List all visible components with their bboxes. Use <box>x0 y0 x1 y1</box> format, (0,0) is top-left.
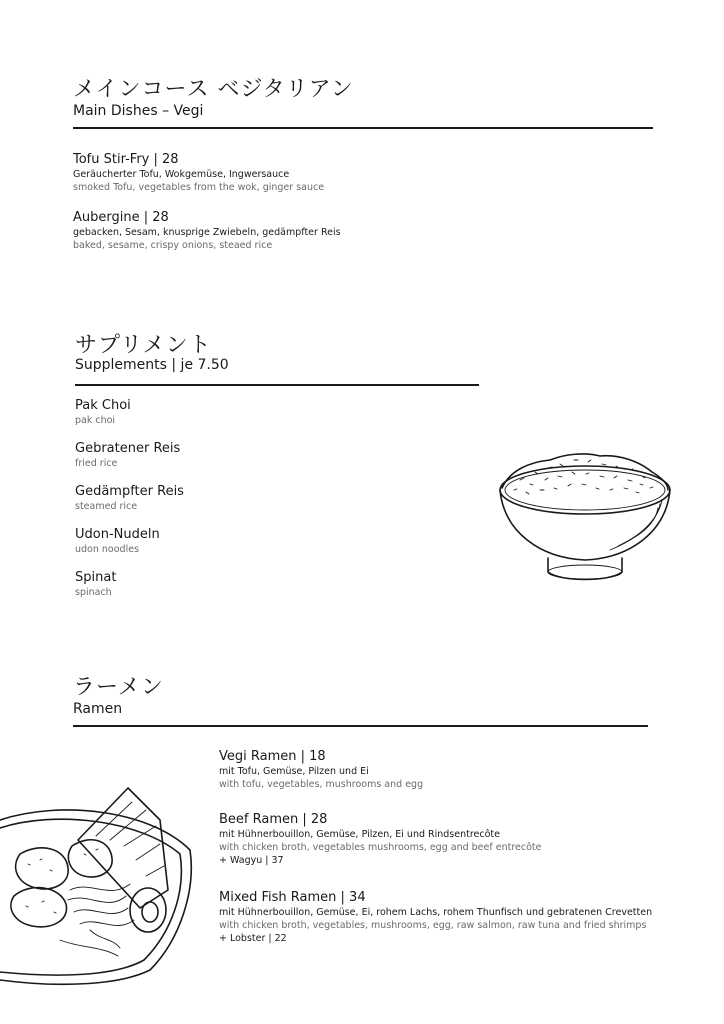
supplements-title: Supplements | je 7.50 <box>75 357 229 373</box>
item-title: Spinat <box>75 570 117 585</box>
item-description-de: mit Hühnerbouillon, Gemüse, Ei, rohem Lachs, rohem Thunfisch und gebratenen Crevetten <box>219 907 653 918</box>
ramen-title: Ramen <box>73 701 123 717</box>
ramen-divider <box>73 725 648 727</box>
ramen-vegi <box>219 749 423 791</box>
rice-bowl-illustration <box>490 440 680 590</box>
item-title: Pak Choi <box>75 398 131 413</box>
item-title: Mixed Fish Ramen | 34 <box>219 890 366 905</box>
item-description-en: spinach <box>75 587 112 598</box>
item-description-en: pak choi <box>75 415 116 426</box>
menu-item-tofu-stir-fry <box>73 152 324 194</box>
ramen-bowl-illustration <box>0 780 200 990</box>
supplement-spinat <box>75 570 116 599</box>
item-description-en: fried rice <box>75 458 118 469</box>
item-description-en: with tofu, vegetables, mushrooms and egg <box>219 779 424 790</box>
ramen-jp-title: ラーメン <box>73 675 164 700</box>
supplement-gedaempfter-reis <box>75 484 184 513</box>
item-description-en: steamed rice <box>75 501 138 512</box>
item-addon: + Wagyu | 37 <box>219 855 284 866</box>
item-title: Gebratener Reis <box>75 441 181 456</box>
supplements-divider <box>75 384 479 386</box>
supplement-pak-choi <box>75 398 131 427</box>
item-description-en: smoked Tofu, vegetables from the wok, ginger sauce <box>73 182 325 193</box>
item-description-en: with chicken broth, vegetables, mushrooms, egg, raw salmon, raw tuna and fried shrimps <box>219 920 647 931</box>
item-description-en: with chicken broth, vegetables mushrooms, egg and beef entrecôte <box>219 842 542 853</box>
ramen-mixed-fish <box>219 890 652 945</box>
item-description-de: Geräucherter Tofu, Wokgemüse, Ingwersauce <box>73 169 290 180</box>
menu-item-aubergine <box>73 210 341 252</box>
supplement-udon-nudeln <box>75 527 160 556</box>
main-dishes-title: Main Dishes – Vegi <box>73 103 204 119</box>
item-description-de: mit Hühnerbouillon, Gemüse, Pilzen, Ei und Rindsentrecôte <box>219 829 500 840</box>
item-title: Beef Ramen | 28 <box>219 812 328 827</box>
item-description-en: udon noodles <box>75 544 140 555</box>
item-title: Udon-Nudeln <box>75 527 160 542</box>
item-title: Tofu Stir-Fry | 28 <box>73 152 179 167</box>
item-description-de: gebacken, Sesam, knusprige Zwiebeln, gedämpfter Reis <box>73 227 341 238</box>
item-title: Gedämpfter Reis <box>75 484 184 499</box>
main-dishes-divider <box>73 127 653 129</box>
item-title: Vegi Ramen | 18 <box>219 749 326 764</box>
item-title: Aubergine | 28 <box>73 210 169 225</box>
supplements-jp-title: サプリメント <box>75 333 212 358</box>
item-description-de: mit Tofu, Gemüse, Pilzen und Ei <box>219 766 369 777</box>
item-addon: + Lobster | 22 <box>219 933 287 944</box>
main-dishes-jp-title: メインコース ベジタリアン <box>73 77 354 102</box>
ramen-beef <box>219 812 541 867</box>
supplement-gebratener-reis <box>75 441 180 470</box>
item-description-en: baked, sesame, crispy onions, steaed rice <box>73 240 273 251</box>
